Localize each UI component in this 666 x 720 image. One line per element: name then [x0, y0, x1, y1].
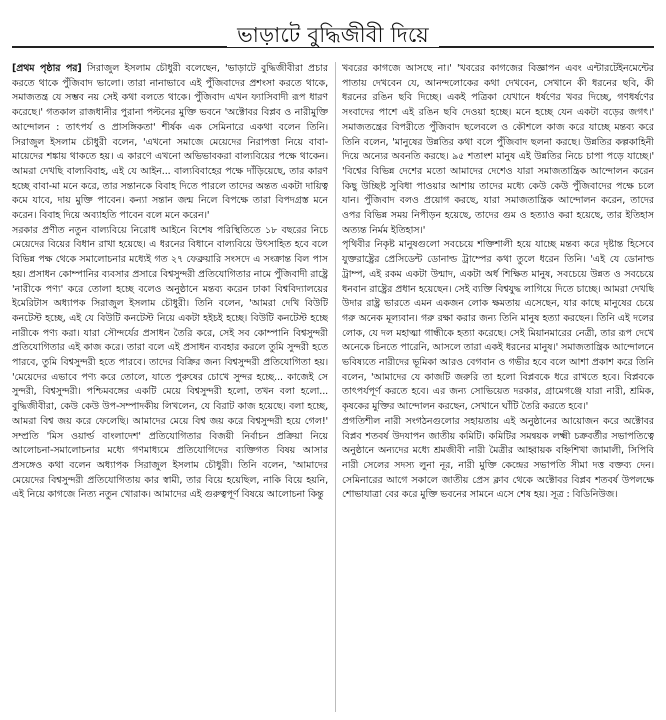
article-body	[12, 62, 654, 712]
left-paragraph-1-text: সিরাজুল ইসলাম চৌধুরী বলেছেন, 'ভাড়াটে বুদ্ধিজীবীরা প্রচার করতে থাকে পুঁজিবাদ ভালো। তারা নানাভাবে এই পুঁজিবাদের প্রশংসা করতে থাকে, সমাজতন্ত্র যে সম্ভব নয় সেই কথা বলতে থাকে। পুঁজিবাদ এখন ফ্যাসিবাদী রূপ ধারণ করেছে।' গতকাল রাজধানীর পুরানা পল্টনের মুক্তি ভবনে 'অক্টোবর বিপ্লব ও নারীমুক্তি আন্দোলন : তাৎপর্য ও প্রাসঙ্গিকতা' শীর্ষক এক সেমিনারে একথা বলেন তিনি। সিরাজুল ইসলাম চৌধুরী বলেন, 'এখনো সমাজে মেয়েদের নিরাপত্তা নিয়ে বাবা-মায়েদের শঙ্কায় থাকতে হয়। এ কারণে এখনো অভিভাবকরা বাল্যবিয়ের পক্ষে থাকেন। আমরা দেখছি বাল্যবিবাহ, এই যে আইন... বাল্যবিবাহের পক্ষে দাঁড়িয়েছে, তার কারণ হচ্ছে বাবা-মা মনে করে, তার সন্তানকে বিবাহ দিতে পারলে তাদের অন্তত একটা দায়িত্ব কমে যাবে, দায় মুক্তি পাবেন। কন্যা সন্তান জন্ম নিলে বিপক্ষে তারা বিপদগ্রস্ত মনে করেন। বিবাহ দিয়ে অব্যাহতি পাবেন বলে মনে করেন।'	[12, 63, 328, 222]
left-paragraph-2: সরকার প্রণীত নতুন বাল্যবিয়ে নিরোধ আইনে বিশেষ পরিস্থিতিতে ১৮ বছরের নিচে মেয়েদের বিয়ের বিধান রাখা হয়েছে। এ ধরনের বিধানে বাল্যবিয়ে উৎসাহিত হবে বলে বিভিন্ন পক্ষ থেকে সমালোচনার মধ্যেই গত ২৭ ফেব্রুয়ারি সংসদে এ সংক্রান্ত বিল পাস হয়। প্রসাধন কোম্পানির ব্যবসার প্রসারে বিশ্বসুন্দরী প্রতিযোগিতার নামে পুঁজিবাদী রাষ্ট্রে 'নারীকে পণ্য' করে তোলা হচ্ছে বলেও অনুষ্ঠানে মন্তব্য করেন ঢাকা বিশ্ববিদ্যালয়ের ইমেরিটাস অধ্যাপক সিরাজুল ইসলাম চৌধুরী। তিনি বলেন, 'আমরা দেখি বিউটি কনটেস্ট হচ্ছে, এই যে বিউটি কনটেস্ট নিয়ে একটা হইচই হচ্ছে। বিউটি কনটেস্ট হচ্ছে নারীকে পণ্য করা। যারা সৌন্দর্যের প্রসাধন তৈরি করে, সেই সব কোম্পানি বিশ্বসুন্দরী প্রতিযোগিতার এই কাজ করে। তারা বলে এই প্রসাধন ব্যবহার করলে তুমি সুন্দরী হতে পারবে, তুমি বিশ্বসুন্দরী হতে পারবে। তাদের বিক্রির জন্য বিশ্বসুন্দরী প্রতিযোগিতা হয়। 'মেয়েদের এভাবে পণ্য করে তোলে, যাতে পুরুষের চোখে সুন্দর হচ্ছে... কাজেই সে সুন্দরী, বিশ্বসুন্দরী। পশ্চিমবঙ্গের একটি মেয়ে বিশ্বসুন্দরী হলো, তখন বলা হলো... বুদ্ধিজীবীরা, কেউ কেউ উপ-সম্পাদকীয় লিখলেন, যে বিরাট কাজ হয়েছে। বলা হচ্ছে, আমরা বিশ্ব জয় করে ফেলেছি। আমাদের মেয়ে বিশ্ব জয় করে বিশ্বসুন্দরী হয়ে গেল!' সম্প্রতি 'মিস ওয়ার্ল্ড বাংলাদেশ' প্রতিযোগিতার বিজয়ী নির্বাচন প্রক্রিয়া নিয়ে আলোচনা-সমালোচনার মধ্যে গণমাধ্যমে প্রতিযোগিদের ব্যক্তিগত বিষয় আসার প্রসঙ্গেও কথা বলেন অধ্যাপক সিরাজুল ইসলাম চৌধুরী। তিনি বলেন, 'আমাদের মেয়েদের বিশ্বসুন্দরী প্রতিযোগিতায় কার স্বামী, তার বিয়ে হয়েছিল, নাকি বিয়ে হয়নি, এই নিয়ে কাগজে নিত্য নতুন খোরাক। আমাদের এই গুরুত্বপূর্ণ বিষয়ে আলোচনা কিন্তু	[12, 224, 328, 501]
headline-bar	[0, 0, 666, 62]
right-column	[342, 62, 654, 712]
headline-text: ভাড়াটে বুদ্ধিজীবী দিয়ে	[227, 23, 439, 47]
column-divider	[335, 62, 336, 712]
right-paragraph-2: পৃথিবীর নিকৃষ্ট মানুষগুলো সবচেয়ে শক্তিশালী হয়ে যাচ্ছে মন্তব্য করে দৃষ্টান্ত হিসেবে যুক্তরাষ্ট্রের প্রেসিডেন্ট ডোনাল্ড ট্রাম্পের কথা তুলে ধরেন তিনি। 'এই যে ডোনাল্ড ট্রাম্প, এই রকম একটা উন্মাদ, একটা অর্ধ শিক্ষিত মানুষ, সবচেয়ে উন্নত ও সবচেয়ে ধনবান রাষ্ট্রের প্রধান হয়েছেন। সেই ব্যক্তি বিশ্বযুদ্ধ লাগিয়ে দিতে চাচ্ছে। আমরা দেখছি উদার রাষ্ট্র ভারতে এমন একজন লোক ক্ষমতায় এসেছেন, যার কাছে মানুষের চেয়ে গরু অনেক মূল্যবান। গরু রক্ষা করার জন্য তিনি মানুষ হত্যা করছেন। তিনি এই দলের লোক, যে দল মহাত্মা গান্ধীকে হত্যা করেছে। সেই মিয়ানমারের নেত্রী, তার রূপ দেখে অনেকে চিনতে পারেনি, আসলে তারা একই ধরনের মানুষ।' সমাজতান্ত্রিক আন্দোলনে ভবিষ্যতে নারীদের ভূমিকা আরও বেগবান ও গভীর হবে বলে আশা প্রকাশ করে তিনি বলেন, 'আমাদের যে কাজটি জরুরি তা হলো বিপ্লবকে ধরে রাখতে হবে। বিপ্লবকে তাৎপর্যপূর্ণ করতে হবে। এর জন্য সোভিয়েত দরকার, গ্রামেগঞ্জে যারা নারী, শ্রমিক, কৃষকের মুক্তির আন্দোলন করছেন, সেখানে ঘাঁটি তৈরি করতে হবে।'	[342, 239, 654, 413]
right-paragraph-3: প্রগতিশীল নারী সংগঠনগুলোর সহায়তায় এই অনুষ্ঠানের আয়োজন করে অক্টোবর বিপ্লব শতবর্ষ উদযাপন জাতীয় কমিটি। কমিটির সমন্বয়ক লক্ষ্মী চক্রবর্তীর সভাপতিত্বে অনুষ্ঠানে অন্যদের মধ্যে শ্রমজীবী নারী মৈত্রীর আহ্বায়ক বহ্নিশিখা জামালী, সিপিবি নারী সেলের সদস্য লুনা নূর, নারী মুক্তি কেন্দ্রের সভাপতি সীমা দত্ত বক্তব্য দেন। সেমিনারের আগে সকালে জাতীয় প্রেস ক্লাব থেকে অক্টোবর বিপ্লব শতবর্ষ উপলক্ষে শোভাযাত্রা বের করে মুক্তি ভবনের সামনে এসে শেষ হয়। সূত্র : বিডিনিউজ।	[342, 415, 654, 501]
right-paragraph-1: খবরের কাগজে আসছে না।' 'খবরের কাগজের বিজ্ঞাপন এবং এন্টারটেইনমেন্টের পাতায় দেখবেন যে, আনন্দলোকের কথা দেখবেন, সেখানে কী ধরনের ছবি, কী ধরনের রঙিন ছবি দিচ্ছে। একই পত্রিকা যেখানে ধর্ষণের খবর দিচ্ছে, গণধর্ষণের সংবাদের পাশে এই রঙিন ছবি দেওয়া হচ্ছে। মনে হচ্ছে যেন একটা বড়ের জগৎ।' সমাজতন্ত্রের বিপরীতে পুঁজিবাদ ছলেবলে ও কৌশলে কাজ করে যাচ্ছে মন্তব্য করে তিনি বলেন, 'মানুষের উন্নতির কথা বলে পুঁজিবাদ ছলনা করছে। উন্নতির কল্পকাহিনী দিয়ে অন্যের অবনতি করছে। ৯৫ শতাংশ মানুষ এই উন্নতির নিচে চাপা পড়ে যাচ্ছে।' 'বিশ্বের বিভিন্ন দেশের মতো আমাদের দেশেও যারা সমাজতান্ত্রিক আন্দোলন করেন কিছু উচ্ছিষ্ট সুবিধা পাওয়ার আশায় তাদের মধ্যে কেউ কেউ পুঁজিবাদের পক্ষে চলে যান। পুঁজিবাদ বলও প্রয়োগ করছে, যারা সমাজতান্ত্রিক আন্দোলন করেন, তাদের ওপর বিভিন্ন সময় নিপীড়ন হয়েছে, তাদের গুম ও হত্যাও করা হয়েছে, তার ইতিহাস অত্যন্ত নির্মম ইতিহাস।'	[342, 63, 654, 236]
left-paragraph-1	[12, 62, 328, 224]
article-headline	[0, 24, 666, 46]
continued-from-front-label: [প্রথম পৃষ্ঠার পর]	[12, 63, 82, 74]
left-column	[12, 62, 328, 712]
